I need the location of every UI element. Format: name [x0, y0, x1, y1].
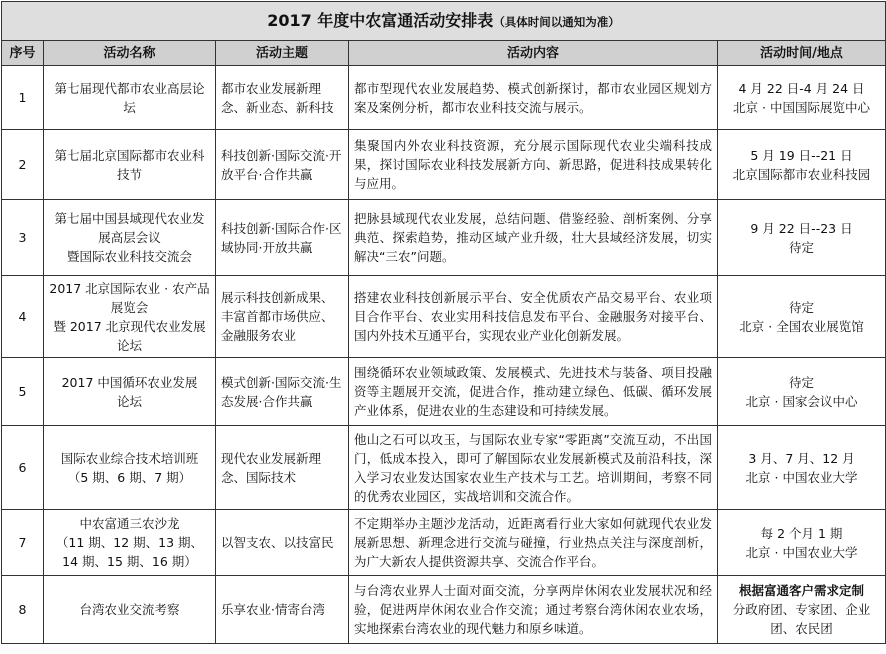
row-content: 搭建农业科技创新展示平台、安全优质农产品交易平台、农业项目合作平台、农业实用科技信息发布平台、金融服务对接平台、国内外技术互通平台，实现农业产业化创新发展。 — [349, 276, 718, 358]
row-time — [718, 200, 886, 276]
row-time-place: 北京 · 中国农业大学 — [745, 544, 858, 560]
row-time — [718, 276, 886, 358]
row-theme: 现代农业发展新理念、国际技术 — [216, 426, 349, 510]
header-row — [2, 41, 886, 66]
row-name: 第七届现代都市农业高层论坛 — [44, 66, 216, 130]
row-content: 围绕循环农业领域政策、发展模式、先进技术与装备、项目投融资等主题展开交流，促进合作，推动建立绿色、低碳、循环发展产业体系，促进农业的生态建设和可持续发展。 — [349, 358, 718, 426]
row-name-main: 2017 中国循环农业发展 — [61, 374, 198, 390]
row-name — [44, 276, 216, 358]
row-theme: 科技创新·国际交流·开放平台·合作共赢 — [216, 130, 349, 200]
row-name-sub: （5 期、6 期、7 期） — [67, 469, 192, 485]
row-theme: 模式创新·国际交流·生态发展·合作共赢 — [216, 358, 349, 426]
row-name: 第七届北京国际都市农业科技节 — [44, 130, 216, 200]
row-time-date: 4 月 22 日-4 月 24 日 — [738, 80, 865, 96]
title-row — [2, 2, 886, 41]
row-time-date: 3 月、7 月、12 月 — [748, 450, 855, 466]
table-row — [2, 576, 886, 644]
row-name — [44, 200, 216, 276]
header-time: 活动时间/地点 — [718, 41, 886, 66]
row-theme: 都市农业发展新理念、新业态、新科技 — [216, 66, 349, 130]
row-name-main: 中农富通三农沙龙 — [79, 516, 180, 531]
row-content: 集聚国内外农业科技资源，充分展示国际现代农业尖端科技成果，探讨国际农业科技发展新方向、新思路，促进科技成果转化与应用。 — [349, 130, 718, 200]
row-name-sub: 暨 2017 北京现代农业发展论坛 — [53, 318, 206, 353]
row-num: 8 — [2, 576, 44, 644]
row-name-sub: （11 期、12 期、13 期、14 期、15 期、16 期） — [55, 535, 204, 569]
row-name: 台湾农业交流考察 — [44, 576, 216, 644]
table-row — [2, 276, 886, 358]
row-content: 与台湾农业界人士面对面交流，分享两岸休闲农业发展状况和经验，促进两岸休闲农业合作交流；通过考察台湾休闲农业农场，实地探索台湾农业的现代魅力和原乡味道。 — [349, 576, 718, 644]
row-name — [44, 426, 216, 510]
table-title-note: （具体时间以通知为准） — [493, 14, 620, 29]
row-time-place: 北京 · 中国农业大学 — [745, 469, 858, 485]
row-content: 他山之石可以攻玉，与国际农业专家“零距离”交流互动，不出国门，低成本投入，即可了解国际农业发展新模式及前沿科技，深入学习农业发达国家农业生产技术与工艺。培训期间，考察不同的优秀农业园区，实战培训和交流合作。 — [349, 426, 718, 510]
row-num: 7 — [2, 510, 44, 576]
table-title-cell — [2, 2, 886, 41]
row-num: 5 — [2, 358, 44, 426]
row-name-main: 第七届中国县域现代农业发展高层会议 — [54, 211, 205, 245]
table-row — [2, 510, 886, 576]
row-name — [44, 510, 216, 576]
row-num: 6 — [2, 426, 44, 510]
table-row — [2, 358, 886, 426]
row-time — [718, 510, 886, 576]
row-content: 把脉县域现代农业发展，总结问题、借鉴经验、剖析案例、分享典范、探索趋势，推动区域产业升级，壮大县域经济发展，切实解决“三农”问题。 — [349, 200, 718, 276]
row-time-place: 北京 · 中国国际展览中心 — [733, 99, 870, 115]
row-time-date: 待定 — [789, 374, 815, 390]
row-time — [718, 358, 886, 426]
table-row — [2, 66, 886, 130]
row-time-place: 北京 · 全国农业展览馆 — [739, 318, 864, 334]
row-time-place: 北京 · 国家会议中心 — [745, 393, 858, 409]
header-content: 活动内容 — [349, 41, 718, 66]
row-num: 3 — [2, 200, 44, 276]
table-title: 2017 年度中农富通活动安排表 — [267, 10, 494, 30]
header-theme: 活动主题 — [216, 41, 349, 66]
header-num: 序号 — [2, 41, 44, 66]
row-time — [718, 426, 886, 510]
row-theme: 乐享农业·情寄台湾 — [216, 576, 349, 644]
row-time-date: 待定 — [789, 299, 815, 315]
row-time — [718, 66, 886, 130]
row-name — [44, 358, 216, 426]
row-time-place: 北京国际都市农业科技园 — [732, 166, 871, 182]
row-num: 4 — [2, 276, 44, 358]
row-num: 2 — [2, 130, 44, 200]
row-theme: 以智支农、以技富民 — [216, 510, 349, 576]
row-name-sub: 暨国际农业科技交流会 — [66, 249, 192, 264]
row-time-place: 分政府团、专家团、企业团、农民团 — [732, 602, 871, 636]
table-row — [2, 426, 886, 510]
activity-table — [1, 1, 886, 644]
row-time-place: 待定 — [789, 239, 815, 255]
row-time-date: 每 2 个月 1 期 — [760, 525, 843, 541]
activity-schedule-sheet — [1, 1, 885, 653]
row-theme: 展示科技创新成果、丰富首都市场供应、金融服务农业 — [216, 276, 349, 358]
row-num: 1 — [2, 66, 44, 130]
row-theme: 科技创新·国际合作·区域协同·开放共赢 — [216, 200, 349, 276]
row-time-date: 根据富通客户需求定制 — [739, 583, 865, 598]
row-content: 不定期举办主题沙龙活动，近距离看行业大家如何就现代农业发展新思想、新理念进行交流与碰撞，行业热点关注与深度剖析，为广大新农人提供资源共享、交流合作平台。 — [349, 510, 718, 576]
row-time — [718, 576, 886, 644]
row-time-date: 5 月 19 日--21 日 — [750, 147, 853, 163]
row-content: 都市型现代农业发展趋势、模式创新探讨，都市农业园区规划方案及案例分析，都市农业科技交流与展示。 — [349, 66, 718, 130]
row-name-main: 2017 北京国际农业 · 农产品展览会 — [49, 280, 210, 315]
row-name-sub: 论坛 — [116, 393, 142, 409]
row-time-date: 9 月 22 日--23 日 — [750, 220, 853, 236]
header-name: 活动名称 — [44, 41, 216, 66]
table-row — [2, 130, 886, 200]
row-time — [718, 130, 886, 200]
row-name-main: 国际农业综合技术培训班 — [60, 450, 199, 466]
table-row — [2, 200, 886, 276]
